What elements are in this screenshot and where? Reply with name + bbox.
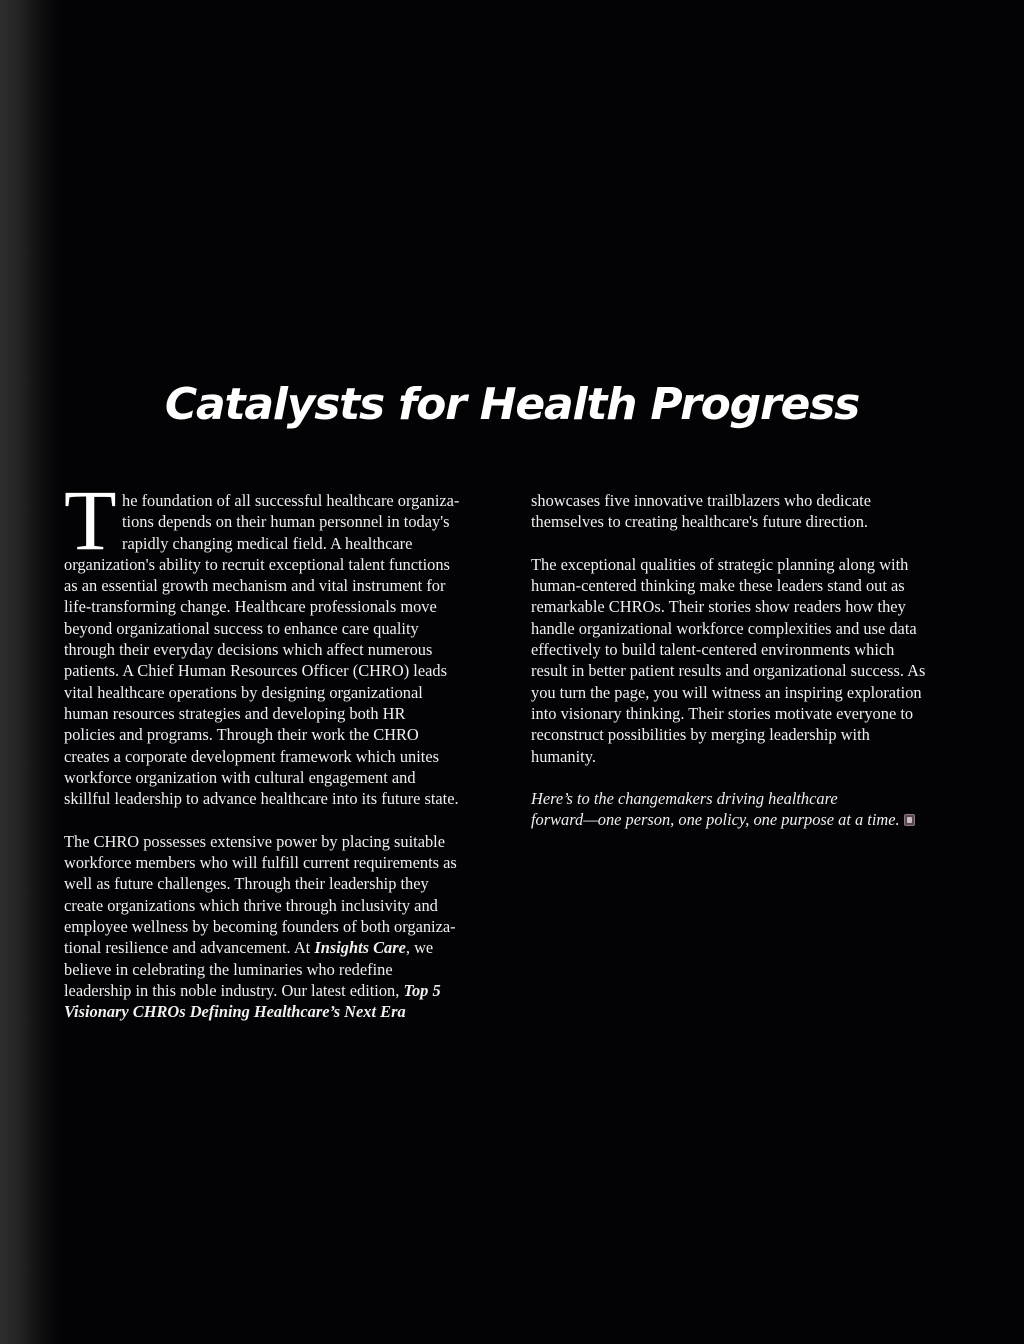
edition-title-part: Visionary CHROs Defining Healthcare’s Next Era: [64, 1002, 406, 1022]
text-line: patients. A Chief Human Resources Officer (CHRO) leads: [64, 661, 447, 681]
text-line: themselves to creating healthcare's future direction.: [531, 512, 869, 532]
drop-cap: T: [64, 472, 117, 568]
text-line: through their everyday decisions which affect numerous: [64, 640, 433, 660]
text-line: The CHRO possesses extensive power by placing suitable: [64, 831, 446, 851]
text-line: you turn the page, you will witness an inspiring exploration: [531, 682, 922, 702]
text-line: humanity.: [531, 746, 596, 766]
text-line: policies and programs. Through their work the CHRO: [64, 725, 419, 745]
text-line: workforce members who will fulfill current requirements as: [64, 853, 457, 873]
text-line: skillful leadership to advance healthcare into its future state.: [64, 789, 459, 809]
text-line: well as future challenges. Through their leadership they: [64, 874, 429, 894]
text-segment: forward—one person, one policy, one purpose at a time.: [531, 810, 900, 830]
text-line: tions depends on their human personnel in today's: [122, 512, 450, 532]
paragraph-gap: [531, 767, 971, 788]
text-segment: tional resilience and advancement. At: [64, 938, 315, 958]
page-spine-shadow: [0, 0, 62, 1344]
text-segment: , we: [405, 938, 434, 958]
paragraph-gap: [531, 533, 971, 554]
text-line: employee wellness by becoming founders of both organiza-: [64, 916, 456, 936]
text-line: create organizations which thrive through inclusivity and: [64, 895, 438, 915]
text-line: he foundation of all successful healthcare organiza-: [122, 491, 460, 510]
text-line: rapidly changing medical field. A healthcare: [122, 533, 413, 553]
text-line: [531, 809, 971, 830]
continuation-paragraph: [531, 490, 971, 533]
text-line: beyond organizational success to enhance care quality: [64, 618, 419, 638]
text-line: workforce organization with cultural engagement and: [64, 767, 416, 787]
intro-paragraph: [64, 490, 496, 809]
article-column-left: [64, 472, 496, 1022]
text-line: as an essential growth mechanism and vital instrument for: [64, 576, 446, 596]
text-line: vital healthcare operations by designing organizational: [64, 682, 423, 702]
end-of-article-icon: [904, 814, 915, 826]
text-segment: leadership in this noble industry. Our latest edition,: [64, 980, 404, 1000]
page-title: Catalysts for Health Progress: [164, 379, 860, 431]
article-column-right: [531, 490, 971, 831]
text-line: The exceptional qualities of strategic planning along with: [531, 554, 909, 574]
text-line: reconstruct possibilities by merging leadership with: [531, 725, 870, 745]
text-line: life-transforming change. Healthcare professionals move: [64, 597, 437, 617]
text-line: showcases five innovative trailblazers who dedicate: [531, 491, 871, 510]
text-line: human-centered thinking make these leaders stand out as: [531, 576, 905, 596]
text-line: [64, 937, 496, 958]
text-line: into visionary thinking. Their stories motivate everyone to: [531, 703, 914, 723]
text-line: effectively to build talent-centered environments which: [531, 640, 895, 660]
text-line: remarkable CHROs. Their stories show readers how they: [531, 597, 906, 617]
edition-title-part: Top 5: [403, 980, 441, 1000]
text-line: human resources strategies and developing both HR: [64, 703, 406, 723]
text-line: creates a corporate development framework which unites: [64, 746, 439, 766]
publication-name: Insights Care: [314, 938, 406, 958]
text-line: Here’s to the changemakers driving healthcare: [531, 789, 838, 809]
chro-paragraph: [64, 831, 496, 1023]
closing-paragraph: [531, 788, 971, 831]
paragraph-gap: [64, 809, 496, 830]
qualities-paragraph: [531, 554, 971, 767]
text-line: believe in celebrating the luminaries who redefine: [64, 959, 393, 979]
text-line: handle organizational workforce complexities and use data: [531, 618, 917, 638]
text-line: organization's ability to recruit exceptional talent functions: [64, 554, 450, 574]
text-line: [64, 980, 496, 1001]
text-line: result in better patient results and organizational success. As: [531, 661, 926, 681]
